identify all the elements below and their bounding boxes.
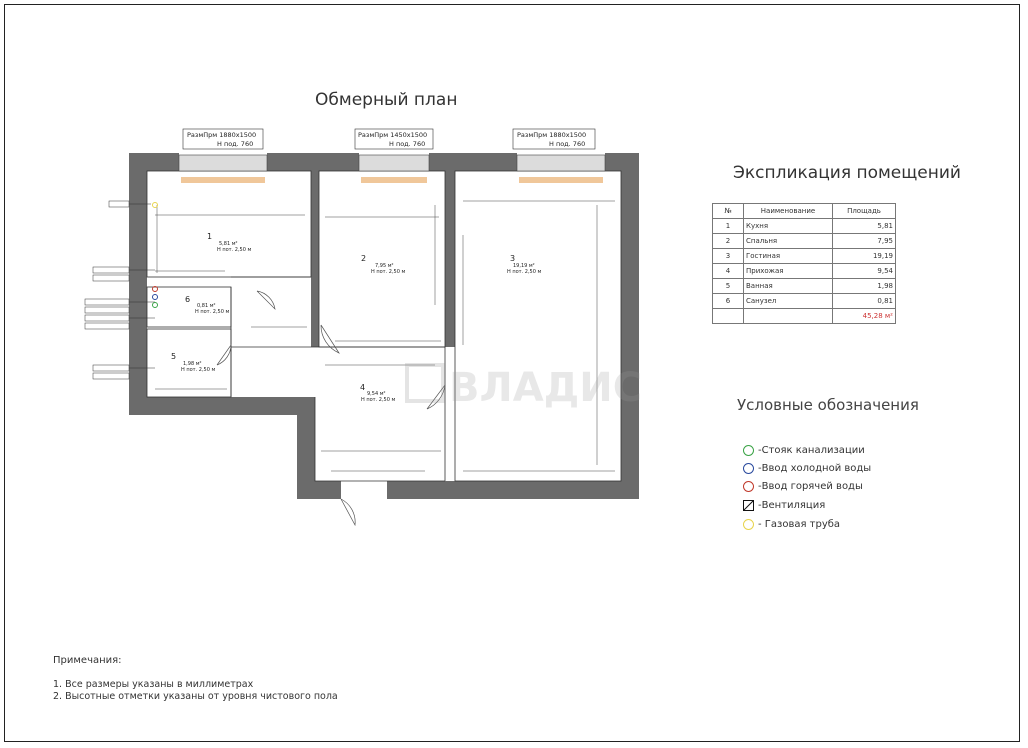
room-6-area: 0,81 м² [197, 303, 216, 309]
door-entry-arc [341, 499, 355, 525]
door-kitchen-arc [257, 291, 275, 309]
room-5-height: Н пот. 2,50 м [181, 367, 216, 373]
window-3-sill: Н под. 760 [549, 140, 586, 148]
outer-walls [129, 153, 639, 499]
room-4-area: 9,54 м² [367, 391, 386, 397]
table-row [713, 249, 896, 264]
room-1-height: Н пот. 2,50 м [217, 247, 252, 253]
hot-water-icon [743, 481, 754, 492]
wall-top-mid-left [267, 153, 359, 171]
window-1-sill: Н под. 760 [217, 140, 254, 148]
gas-pipe-icon [743, 519, 754, 530]
room-6-number: 6 [185, 295, 191, 304]
note-item: 2. Высотные отметки указаны от уровня чистового пола [53, 691, 338, 702]
row-area: 7,95 [833, 234, 896, 249]
window-1-size: РазмПрм 1880x1500 [187, 131, 257, 139]
legend-label: -Стояк канализации [758, 445, 865, 456]
notes-title: Примечания: [53, 655, 122, 666]
row-number: 6 [713, 294, 744, 309]
wall-left [129, 153, 147, 415]
room-3-area: 19,19 м² [513, 263, 535, 269]
window-2-sill: Н под. 760 [389, 140, 426, 148]
row-name: Ванная [744, 279, 833, 294]
wall-top-mid-right [429, 153, 517, 171]
window-sills [181, 177, 603, 183]
row-area: 5,81 [833, 219, 896, 234]
room-5-number: 5 [171, 352, 177, 361]
floor-plan [5, 5, 1020, 742]
door-bedroom-arc [321, 325, 339, 353]
legend-label: - Газовая труба [758, 519, 841, 530]
window-2-size: РазмПрм 1450x1500 [358, 131, 428, 139]
plan-title: Обмерный план [315, 90, 458, 110]
room-6-height: Н пот. 2,50 м [195, 309, 230, 315]
legend-item-cold-water [743, 463, 871, 474]
legend-item-gas [743, 519, 840, 530]
row-area: 9,54 [833, 264, 896, 279]
row-area: 1,98 [833, 279, 896, 294]
room-1-number: 1 [207, 232, 213, 241]
wall-bottom-entry-left [297, 481, 341, 499]
door-bath-arc [217, 345, 231, 365]
room-4-height: Н пот. 2,50 м [361, 397, 396, 403]
total-area: 45,28 м² [833, 309, 896, 324]
callout-labels [85, 201, 129, 379]
room-outlines [147, 171, 621, 481]
explication-title: Экспликация помещений [733, 163, 961, 183]
col-header-number: № [713, 204, 744, 219]
row-area: 19,19 [833, 249, 896, 264]
ventilation-icon [743, 500, 754, 511]
col-header-area: Площадь [833, 204, 896, 219]
room-4-number: 4 [360, 383, 366, 392]
watermark-logo-icon [407, 365, 443, 401]
legend-item-ventilation [743, 500, 825, 511]
room-2-height: Н пот. 2,50 м [371, 269, 406, 275]
wall-partition-2-3 [445, 171, 455, 347]
wall-partition-1-2 [311, 171, 319, 347]
note-item: 1. Все размеры указаны в миллиметрах [53, 679, 254, 690]
legend-label: -Ввод холодной воды [758, 463, 872, 474]
legend-title: Условные обозначения [737, 396, 919, 414]
row-name: Санузел [744, 294, 833, 309]
row-number: 4 [713, 264, 744, 279]
row-number: 3 [713, 249, 744, 264]
room-3-height: Н пот. 2,50 м [507, 269, 542, 275]
row-number: 5 [713, 279, 744, 294]
legend-item-sewer [743, 445, 865, 456]
row-name: Гостиная [744, 249, 833, 264]
wall-bottom-right [387, 481, 639, 499]
windows [179, 155, 605, 171]
wall-bottom-left [129, 397, 315, 415]
watermark-text: ВЛАДИС [449, 365, 643, 411]
cold-water-icon [743, 463, 754, 474]
table-row [713, 279, 896, 294]
row-name: Кухня [744, 219, 833, 234]
window-3-size: РазмПрм 1880x1500 [517, 131, 587, 139]
drawing-sheet [4, 4, 1020, 742]
room-2-number: 2 [361, 254, 367, 263]
sewer-riser-icon [743, 445, 754, 456]
row-area: 0,81 [833, 294, 896, 309]
col-header-name: Наименование [744, 204, 833, 219]
row-number: 1 [713, 219, 744, 234]
row-name: Прихожая [744, 264, 833, 279]
table-row [713, 234, 896, 249]
explication-table [712, 203, 896, 324]
room-3-number: 3 [510, 254, 516, 263]
watermark [407, 365, 642, 411]
explication-header-row [713, 204, 896, 219]
table-row [713, 264, 896, 279]
row-name: Спальня [744, 234, 833, 249]
legend-label: -Ввод горячей воды [758, 481, 863, 492]
room-5-area: 1,98 м² [183, 361, 202, 367]
room-1-area: 5,81 м² [219, 241, 238, 247]
legend-item-hot-water [743, 481, 863, 492]
table-row [713, 294, 896, 309]
wall-right [621, 153, 639, 499]
table-row [713, 219, 896, 234]
legend-label: -Вентиляция [758, 500, 826, 511]
cold-water-icon [153, 295, 158, 300]
sewer-riser-icon [153, 303, 158, 308]
row-number: 2 [713, 234, 744, 249]
explication-total-row [713, 309, 896, 324]
room-2-area: 7,95 м² [375, 263, 394, 269]
